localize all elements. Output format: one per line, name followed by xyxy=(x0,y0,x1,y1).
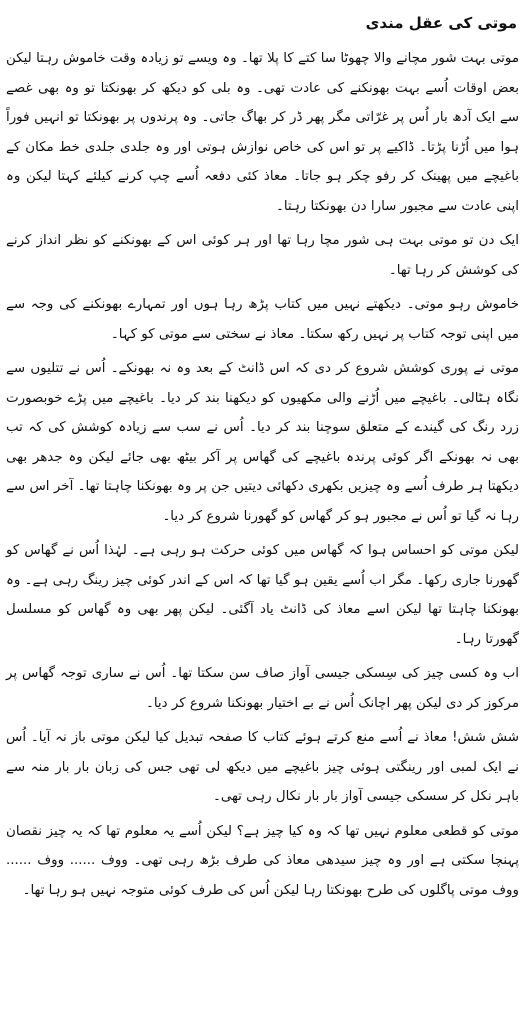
story-paragraph-4: موتی نے پوری کوشش شروع کر دی کہ اس ڈانٹ کے بعد وہ نہ بھونکے۔ اُس نے تتلیوں سے نگاہ ہٹالی۔ باغیچے میں اُڑنے والی مکھیوں کو دیکھنا بند کر دیا۔ باغیچے میں پڑے خوبصورت زرد رنگ کی گیندے کے متعلق سوچنا بند کر دیا۔ اُس نے سب سے زیادہ کوشش کی کہ تب بھی نہ بھونکے اگر کوئی پرندہ باغیچے کی گھاس پر آکر بیٹھ بھی جائے لیکن وہ جدھر بھی دیکھتا ہر طرف اُسے وہ چیزیں بکھری دکھائی دیتیں جن پر وہ بھونکنا چاہتا تھا۔ آخر اس سے رہا نہ گیا تو اُس نے مجبور ہو کر گھاس کو گھورنا شروع کر دیا۔ xyxy=(6,361,519,524)
story-paragraph-5: لیکن موتی کو احساس ہوا کہ گھاس میں کوئی حرکت ہو رہی ہے۔ لہٰذا اُس نے گھاس کو گھورنا جاری رکھا۔ مگر اب اُسے یقین ہو گیا تھا کہ اس کے اندر کوئی چیز رینگ رہی ہے۔ وہ بھونکنا چاہتا تھا لیکن اسے معاذ کی ڈانٹ یاد آگئی۔ لیکن پھر بھی وہ گھاس کو مسلسل گھورتا رہا۔ xyxy=(6,543,519,647)
story-paragraph-3: خاموش رہو موتی۔ دیکھتے نہیں میں کتاب پڑھ رہا ہوں اور تمہارے بھونکنے کی وجہ سے میں اپنی توجہ کتاب پر نہیں رکھ سکتا۔ معاذ نے سختی سے موتی کو کہا۔ xyxy=(6,297,519,342)
story-paragraph-6: اب وہ کسی چیز کی سِسکی جیسی آواز صاف سن سکتا تھا۔ اُس نے ساری توجہ گھاس پر مرکوز کر دی لیکن پھر اچانک اُس نے بے اختیار بھونکنا شروع کر دیا۔ xyxy=(6,666,519,711)
story-paragraph-7: شش شش! معاذ نے اُسے منع کرتے ہوئے کتاب کا صفحہ تبدیل کیا لیکن موتی باز نہ آیا۔ اُس نے ایک لمبی اور رینگتی ہوئی چیز باغیچے میں دیکھ لی تھی جس کی زبان بار بار منہ سے باہر نکل کر سسکی جیسی آواز بار بار نکال رہی تھی۔ xyxy=(6,730,519,804)
story-paragraph-1: موتی بہت شور مچانے والا چھوٹا سا کتے کا پلا تھا۔ وہ ویسے تو زیادہ وقت خاموش رہتا لیکن بعض اوقات اُسے بہت بھونکنے کی عادت تھی۔ وہ بلی کو دیکھ کر بھونکتا تو وہ بھی غصے سے ایک آدھ بار اُس پر غرّاتی مگر پھر ڈر کر بھاگ جاتی۔ وہ پرندوں پر بھونکتا تو انہیں فوراً ہوا میں اُڑنا پڑتا۔ ڈاکیے پر تو اس کی خاص نوازش ہوتی اور وہ جلدی جلدی خط مکان کے باغیچے میں پھینک کر رفو چکر ہو جاتا۔ معاذ کئی دفعہ اُسے چپ کرنے کیلئے کہتا لیکن وہ اپنی عادت سے مجبور سارا دن بھونکتا رہتا۔ xyxy=(6,51,519,214)
story-paragraph-8: موتی کو قطعی معلوم نہیں تھا کہ وہ کیا چیز ہے؟ لیکن اُسے یہ معلوم تھا کہ یہ چیز نقصان پہنچا سکتی ہے اور وہ چیز سیدھی معاذ کی طرف بڑھ رہی تھی۔ ووف ...... ووف ...... ووف موتی پاگلوں کی طرح بھونکتا رہا لیکن اُس کی طرف کوئی متوجہ نہیں ہو رہا تھا۔ xyxy=(6,823,519,898)
story-title: موتی کی عقل مندی xyxy=(365,14,517,32)
story-paragraph-2: ایک دن تو موتی بہت ہی شور مچا رہا تھا اور ہر کوئی اس کے بھونکنے کو نظر انداز کرنے کی کوشش کر رہا تھا۔ xyxy=(6,233,519,278)
